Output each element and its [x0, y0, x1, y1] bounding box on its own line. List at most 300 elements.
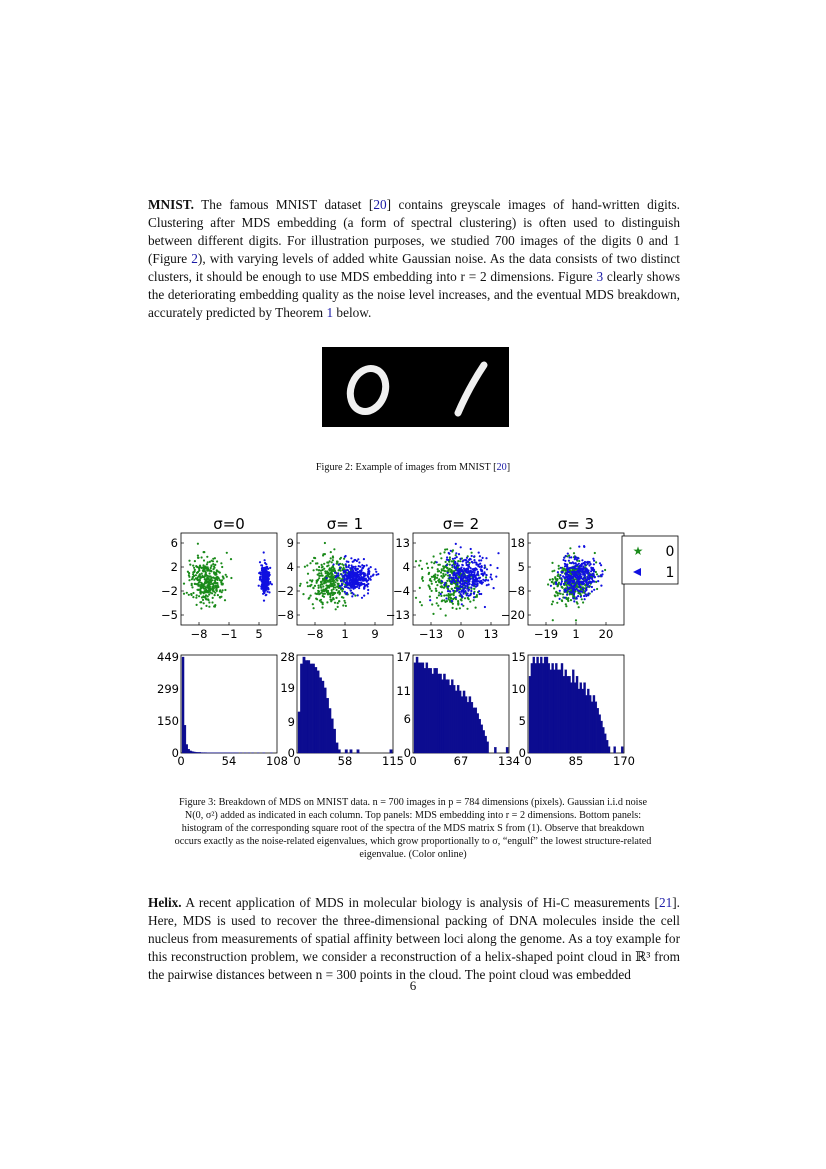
- scatter-point-0: [203, 551, 205, 553]
- scatter-point-0: [188, 594, 190, 596]
- x-tick-label: −1: [220, 627, 238, 641]
- scatter-point-0: [336, 585, 338, 587]
- scatter-point-0: [595, 561, 597, 563]
- scatter-point-1: [337, 572, 339, 574]
- scatter-point-1: [455, 552, 457, 554]
- scatter-point-1: [563, 583, 565, 585]
- scatter-point-1: [271, 583, 273, 585]
- scatter-point-0: [554, 576, 556, 578]
- scatter-point-1: [579, 570, 581, 572]
- scatter-point-0: [203, 588, 205, 590]
- x-tick-label: 85: [568, 754, 584, 768]
- scatter-point-1: [468, 589, 470, 591]
- scatter-point-1: [578, 546, 580, 548]
- scatter-point-1: [449, 574, 451, 576]
- scatter-point-0: [333, 570, 335, 572]
- histogram-bar: [331, 719, 334, 753]
- scatter-point-1: [473, 593, 475, 595]
- scatter-point-0: [309, 562, 311, 564]
- scatter-point-0: [475, 607, 477, 609]
- scatter-point-1: [374, 568, 376, 570]
- scatter-point-0: [322, 554, 324, 556]
- scatter-point-1: [346, 581, 348, 583]
- scatter-point-0: [329, 567, 331, 569]
- scatter-point-0: [435, 581, 437, 583]
- scatter-point-1: [466, 557, 468, 559]
- scatter-point-1: [367, 589, 369, 591]
- scatter-point-1: [459, 582, 461, 584]
- y-tick-label: −2: [161, 584, 178, 598]
- scatter-point-1: [573, 566, 575, 568]
- scatter-point-1: [588, 564, 590, 566]
- scatter-point-1: [452, 577, 454, 579]
- scatter-point-1: [356, 572, 358, 574]
- scatter-point-0: [188, 576, 190, 578]
- scatter-point-1: [347, 569, 349, 571]
- x-tick-label: 115: [382, 754, 404, 768]
- citation-link[interactable]: 21: [658, 895, 673, 910]
- y-tick-label: −20: [500, 608, 525, 622]
- scatter-point-1: [555, 581, 557, 583]
- scatter-point-0: [316, 582, 318, 584]
- scatter-point-1: [460, 546, 462, 548]
- scatter-point-1: [587, 563, 589, 565]
- scatter-point-0: [193, 567, 195, 569]
- scatter-point-0: [419, 560, 421, 562]
- scatter-point-0: [191, 584, 193, 586]
- scatter-point-0: [324, 542, 326, 544]
- scatter-point-1: [351, 595, 353, 597]
- histogram-bar: [310, 664, 313, 753]
- scatter-point-1: [586, 568, 588, 570]
- x-tick-label: −19: [533, 627, 559, 641]
- scatter-point-0: [437, 605, 439, 607]
- scatter-point-0: [310, 595, 312, 597]
- scatter-point-1: [484, 567, 486, 569]
- scatter-point-1: [345, 566, 347, 568]
- scatter-point-0: [330, 570, 332, 572]
- scatter-point-1: [570, 562, 572, 564]
- scatter-point-1: [576, 577, 578, 579]
- scatter-point-0: [191, 594, 193, 596]
- scatter-point-0: [208, 588, 210, 590]
- scatter-point-1: [464, 579, 466, 581]
- scatter-point-0: [438, 570, 440, 572]
- scatter-point-1: [260, 572, 262, 574]
- scatter-point-0: [448, 596, 450, 598]
- scatter-point-1: [478, 590, 480, 592]
- scatter-point-1: [446, 564, 448, 566]
- scatter-point-0: [214, 574, 216, 576]
- x-tick-label: −8: [306, 627, 324, 641]
- scatter-point-0: [207, 566, 209, 568]
- scatter-point-0: [428, 572, 430, 574]
- histogram-bar: [390, 750, 393, 753]
- scatter-point-0: [449, 564, 451, 566]
- x-tick-label: 170: [613, 754, 635, 768]
- scatter-point-0: [438, 594, 440, 596]
- scatter-point-0: [457, 600, 459, 602]
- histogram-bar: [336, 743, 339, 753]
- scatter-point-1: [582, 567, 584, 569]
- scatter-point-0: [426, 563, 428, 565]
- scatter-point-0: [354, 595, 356, 597]
- scatter-point-0: [466, 608, 468, 610]
- scatter-point-1: [350, 557, 352, 559]
- scatter-point-1: [465, 560, 467, 562]
- scatter-point-1: [449, 590, 451, 592]
- scatter-point-0: [300, 583, 302, 585]
- scatter-point-1: [463, 583, 465, 585]
- scatter-point-1: [348, 564, 350, 566]
- scatter-point-0: [443, 569, 445, 571]
- scatter-point-0: [443, 575, 445, 577]
- scatter-point-1: [361, 597, 363, 599]
- citation-link[interactable]: 20: [496, 462, 507, 473]
- scatter-point-0: [212, 586, 214, 588]
- scatter-point-0: [547, 583, 549, 585]
- scatter-point-0: [415, 560, 417, 562]
- y-tick-label: 11: [396, 683, 411, 698]
- scatter-point-1: [580, 573, 582, 575]
- x-tick-label: 5: [255, 627, 263, 641]
- scatter-point-1: [258, 585, 260, 587]
- scatter-point-0: [342, 604, 344, 606]
- y-tick-label: 0: [287, 746, 295, 760]
- scatter-point-0: [330, 551, 332, 553]
- scatter-point-0: [214, 594, 216, 596]
- scatter-point-1: [363, 558, 365, 560]
- scatter-point-0: [421, 578, 423, 580]
- scatter-point-0: [192, 565, 194, 567]
- histogram-bar: [319, 678, 322, 753]
- figure2-caption: Figure 2: Example of images from MNIST [20]: [315, 462, 511, 473]
- scatter-point-1: [597, 575, 599, 577]
- scatter-point-1: [264, 559, 266, 561]
- scatter-point-1: [584, 576, 586, 578]
- scatter-point-0: [206, 580, 208, 582]
- scatter-point-1: [592, 575, 594, 577]
- scatter-point-1: [581, 559, 583, 561]
- scatter-point-0: [322, 585, 324, 587]
- scatter-point-1: [565, 555, 567, 557]
- scatter-point-0: [558, 565, 560, 567]
- scatter-point-1: [576, 570, 578, 572]
- scatter-point-1: [346, 560, 348, 562]
- scatter-point-1: [586, 572, 588, 574]
- scatter-point-0: [332, 559, 334, 561]
- scatter-point-0: [457, 602, 459, 604]
- scatter-point-0: [459, 560, 461, 562]
- scatter-point-0: [341, 590, 343, 592]
- scatter-point-0: [214, 580, 216, 582]
- scatter-point-1: [354, 575, 356, 577]
- scatter-point-0: [553, 583, 555, 585]
- scatter-point-1: [467, 567, 469, 569]
- scatter-point-1: [350, 590, 352, 592]
- scatter-point-1: [265, 570, 267, 572]
- scatter-point-1: [470, 574, 472, 576]
- scatter-point-0: [200, 607, 202, 609]
- scatter-point-1: [349, 567, 351, 569]
- scatter-point-1: [351, 571, 353, 573]
- scatter-point-1: [471, 555, 473, 557]
- scatter-point-0: [570, 599, 572, 601]
- scatter-point-1: [597, 580, 599, 582]
- y-tick-label: 9: [287, 715, 295, 730]
- scatter-point-0: [449, 595, 451, 597]
- scatter-point-1: [360, 581, 362, 583]
- scatter-point-1: [372, 575, 374, 577]
- scatter-point-0: [446, 548, 448, 550]
- histogram-bar: [357, 750, 360, 753]
- scatter-point-0: [596, 573, 598, 575]
- scatter-point-0: [322, 578, 324, 580]
- x-tick-label: −13: [418, 627, 444, 641]
- scatter-point-1: [470, 586, 472, 588]
- scatter-point-1: [459, 558, 461, 560]
- scatter-point-0: [436, 584, 438, 586]
- scatter-point-0: [189, 564, 191, 566]
- scatter-point-1: [564, 563, 566, 565]
- scatter-point-1: [264, 590, 266, 592]
- scatter-point-1: [263, 573, 265, 575]
- scatter-point-1: [261, 564, 263, 566]
- scatter-point-0: [188, 572, 190, 574]
- scatter-point-1: [557, 571, 559, 573]
- scatter-point-0: [551, 603, 553, 605]
- scatter-point-1: [463, 559, 465, 561]
- x-tick-label: 0: [457, 627, 465, 641]
- scatter-title: σ= 2: [442, 515, 480, 533]
- scatter-point-1: [367, 592, 369, 594]
- histogram-bar: [329, 708, 332, 753]
- scatter-point-0: [215, 589, 217, 591]
- y-tick-label: 17: [396, 650, 411, 664]
- scatter-point-0: [214, 557, 216, 559]
- scatter-point-0: [561, 569, 563, 571]
- scatter-point-0: [578, 606, 580, 608]
- scatter-point-1: [377, 573, 379, 575]
- x-tick-label: 134: [498, 754, 520, 768]
- scatter-point-1: [573, 593, 575, 595]
- scatter-point-1: [345, 569, 347, 571]
- scatter-point-1: [333, 563, 335, 565]
- scatter-point-1: [351, 566, 353, 568]
- scatter-point-0: [558, 592, 560, 594]
- scatter-point-0: [209, 572, 211, 574]
- scatter-point-1: [580, 576, 582, 578]
- scatter-point-0: [198, 570, 200, 572]
- scatter-point-1: [574, 558, 576, 560]
- scatter-point-0: [322, 575, 324, 577]
- histogram-frame: [181, 655, 277, 753]
- scatter-point-0: [325, 588, 327, 590]
- scatter-point-0: [200, 582, 202, 584]
- scatter-point-1: [461, 569, 463, 571]
- scatter-point-0: [440, 595, 442, 597]
- scatter-point-1: [337, 575, 339, 577]
- scatter-point-0: [183, 583, 185, 585]
- scatter-point-1: [268, 591, 270, 593]
- histogram-bar: [345, 750, 348, 753]
- scatter-point-0: [211, 592, 213, 594]
- scatter-point-1: [448, 553, 450, 555]
- scatter-point-1: [362, 580, 364, 582]
- scatter-point-0: [445, 561, 447, 563]
- scatter-point-1: [345, 555, 347, 557]
- scatter-point-0: [343, 600, 345, 602]
- scatter-point-0: [197, 555, 199, 557]
- scatter-point-0: [188, 560, 190, 562]
- scatter-point-0: [453, 594, 455, 596]
- scatter-point-0: [334, 602, 336, 604]
- scatter-point-1: [464, 590, 466, 592]
- scatter-point-1: [593, 589, 595, 591]
- scatter-point-1: [571, 571, 573, 573]
- scatter-point-0: [320, 599, 322, 601]
- scatter-point-0: [440, 571, 442, 573]
- y-tick-label: 4: [286, 560, 294, 574]
- scatter-point-0: [207, 591, 209, 593]
- scatter-point-0: [328, 587, 330, 589]
- scatter-point-0: [582, 601, 584, 603]
- scatter-point-0: [193, 579, 195, 581]
- scatter-point-1: [446, 556, 448, 558]
- scatter-point-0: [312, 587, 314, 589]
- scatter-point-0: [192, 573, 194, 575]
- scatter-point-1: [473, 572, 475, 574]
- scatter-point-0: [313, 607, 315, 609]
- y-tick-label: 150: [157, 713, 179, 728]
- scatter-point-1: [463, 573, 465, 575]
- scatter-point-0: [209, 569, 211, 571]
- scatter-point-1: [584, 571, 586, 573]
- scatter-point-0: [321, 606, 323, 608]
- scatter-point-0: [573, 552, 575, 554]
- scatter-point-1: [447, 559, 449, 561]
- histogram-bar: [298, 712, 301, 753]
- scatter-point-0: [317, 585, 319, 587]
- histogram-bar: [303, 657, 306, 753]
- scatter-point-0: [199, 575, 201, 577]
- scatter-point-1: [462, 577, 464, 579]
- scatter-point-0: [183, 593, 185, 595]
- scatter-point-1: [464, 569, 466, 571]
- scatter-point-1: [358, 583, 360, 585]
- scatter-point-0: [436, 602, 438, 604]
- scatter-point-0: [194, 569, 196, 571]
- scatter-point-1: [572, 597, 574, 599]
- histogram-bar: [305, 660, 308, 753]
- scatter-point-1: [573, 562, 575, 564]
- scatter-point-0: [434, 579, 436, 581]
- scatter-point-0: [222, 589, 224, 591]
- scatter-point-1: [361, 578, 363, 580]
- scatter-point-0: [314, 585, 316, 587]
- scatter-point-0: [220, 562, 222, 564]
- x-tick-label: 108: [266, 754, 288, 768]
- scatter-point-1: [454, 561, 456, 563]
- scatter-point-0: [336, 580, 338, 582]
- theorem-link[interactable]: 1: [326, 305, 334, 320]
- scatter-point-0: [432, 613, 434, 615]
- scatter-point-1: [370, 576, 372, 578]
- scatter-point-0: [561, 599, 563, 601]
- citation-link[interactable]: 20: [373, 197, 387, 212]
- scatter-point-0: [208, 606, 210, 608]
- scatter-point-0: [473, 588, 475, 590]
- scatter-point-1: [568, 571, 570, 573]
- scatter-point-0: [195, 597, 197, 599]
- histogram-bar: [350, 750, 353, 753]
- histogram-bar: [326, 698, 329, 753]
- scatter-point-1: [587, 594, 589, 596]
- scatter-point-0: [321, 566, 323, 568]
- scatter-point-1: [478, 559, 480, 561]
- scatter-point-0: [444, 566, 446, 568]
- scatter-point-1: [578, 582, 580, 584]
- scatter-point-0: [317, 574, 319, 576]
- scatter-point-0: [312, 603, 314, 605]
- scatter-point-0: [415, 597, 417, 599]
- scatter-point-0: [581, 598, 583, 600]
- scatter-point-0: [331, 589, 333, 591]
- figure-link[interactable]: 2: [191, 251, 198, 266]
- scatter-point-0: [206, 575, 208, 577]
- scatter-point-1: [583, 562, 585, 564]
- scatter-point-0: [211, 601, 213, 603]
- x-tick-label: 0: [409, 754, 417, 768]
- scatter-point-1: [568, 556, 570, 558]
- scatter-point-0: [604, 569, 606, 571]
- scatter-point-1: [269, 574, 271, 576]
- scatter-point-0: [553, 587, 555, 589]
- scatter-point-0: [451, 560, 453, 562]
- scatter-point-0: [333, 548, 335, 550]
- figure-link[interactable]: 3: [596, 269, 604, 284]
- scatter-point-0: [436, 577, 438, 579]
- scatter-point-1: [575, 557, 577, 559]
- scatter-point-0: [594, 552, 596, 554]
- scatter-point-1: [484, 606, 486, 608]
- scatter-point-0: [330, 557, 332, 559]
- scatter-point-0: [557, 594, 559, 596]
- y-tick-label: 15: [511, 650, 526, 664]
- scatter-point-1: [479, 577, 481, 579]
- scatter-point-1: [453, 571, 455, 573]
- scatter-point-0: [201, 556, 203, 558]
- scatter-point-0: [440, 575, 442, 577]
- scatter-point-0: [569, 547, 571, 549]
- scatter-point-0: [331, 599, 333, 601]
- scatter-point-0: [562, 593, 564, 595]
- scatter-point-1: [576, 588, 578, 590]
- scatter-point-0: [337, 602, 339, 604]
- scatter-point-1: [447, 586, 449, 588]
- scatter-point-1: [574, 585, 576, 587]
- scatter-point-0: [205, 605, 207, 607]
- scatter-point-1: [588, 576, 590, 578]
- scatter-point-1: [458, 574, 460, 576]
- histogram-bar: [300, 664, 303, 753]
- histogram-bar: [621, 747, 623, 753]
- x-tick-label: −8: [190, 627, 208, 641]
- scatter-point-1: [592, 567, 594, 569]
- scatter-point-1: [470, 558, 472, 560]
- scatter-point-1: [361, 564, 363, 566]
- scatter-point-1: [436, 561, 438, 563]
